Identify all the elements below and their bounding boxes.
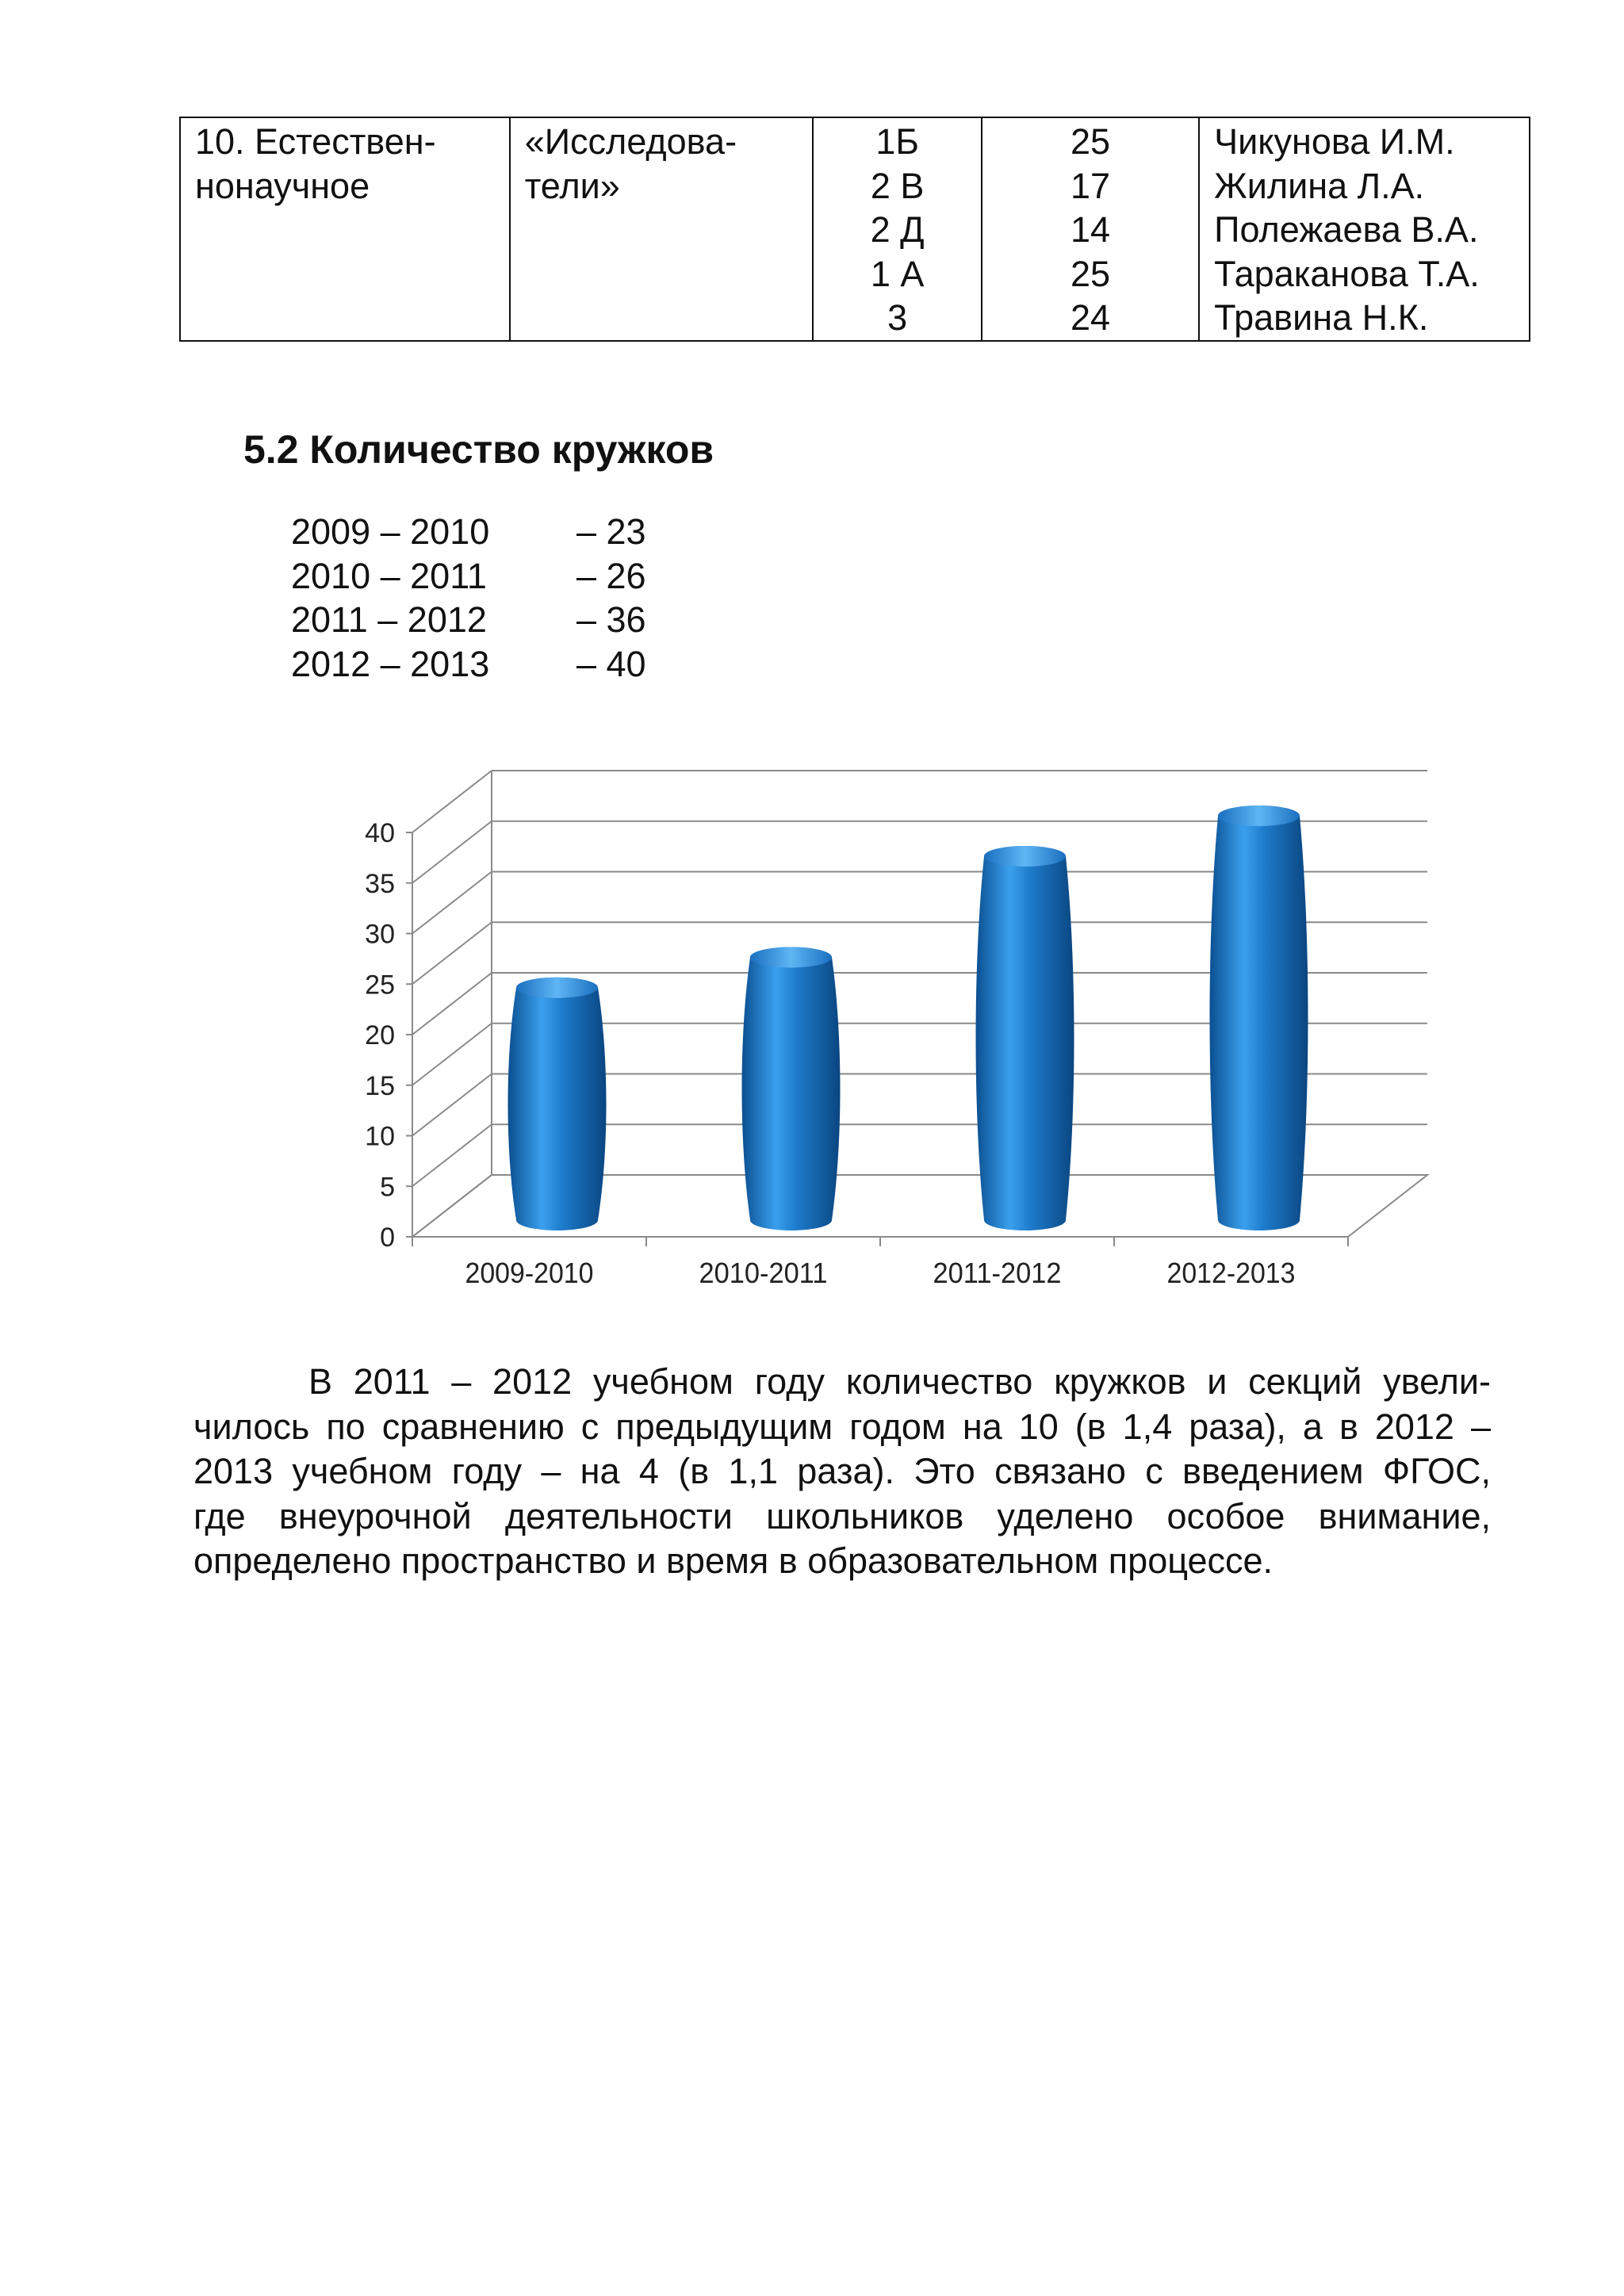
gridline-diagonal bbox=[412, 973, 492, 1035]
y-tick-label: 20 bbox=[365, 1020, 395, 1050]
paragraph-line: где внеурочной деятельности школьников уделено особое внимание, bbox=[193, 1495, 1491, 1536]
student-count-cell: 25 17 14 25 24 bbox=[982, 117, 1199, 341]
list-item-value: – 23 bbox=[576, 511, 646, 552]
list-item-year: 2009 – 2010 bbox=[291, 511, 490, 552]
y-tick-label: 30 bbox=[365, 919, 395, 950]
list-item bbox=[291, 554, 646, 599]
y-tick-label: 40 bbox=[365, 818, 395, 848]
paragraph-line: В 2011 – 2012 учебном году количество кружков и секций увели- bbox=[308, 1361, 1491, 1402]
gridline-diagonal bbox=[412, 1124, 492, 1186]
list-item-year: 2012 – 2013 bbox=[291, 643, 490, 684]
bar-top-2010-2011 bbox=[750, 947, 832, 968]
gridline-diagonal bbox=[412, 872, 492, 934]
x-tick-label: 2009-2010 bbox=[465, 1257, 594, 1289]
y-tick-label: 15 bbox=[365, 1070, 395, 1101]
paragraph-line: определено пространство и время в образовательном процессе. bbox=[193, 1540, 1274, 1581]
paragraph-line: 2013 учебном году – на 4 (в 1,1 раза). Это связано с введением ФГОС, bbox=[193, 1451, 1491, 1491]
list-item bbox=[291, 598, 646, 642]
circle-counts-list bbox=[291, 510, 646, 686]
body-paragraph bbox=[193, 1360, 1491, 1584]
list-item-value: – 36 bbox=[576, 599, 646, 640]
list-item-value: – 40 bbox=[576, 643, 646, 684]
y-tick-label: 25 bbox=[365, 970, 395, 1001]
circle-name-cell: «Исследова- тели» bbox=[510, 117, 814, 341]
y-tick-label: 35 bbox=[365, 868, 395, 899]
bar-top-2009-2010 bbox=[516, 978, 598, 998]
bar-2010-2011 bbox=[742, 947, 841, 1231]
x-tick-label: 2012-2013 bbox=[1166, 1257, 1296, 1289]
gridline-diagonal bbox=[412, 1074, 492, 1136]
list-item bbox=[291, 642, 646, 687]
teachers-cell: Чикунова И.М. Жилина Л.А. Полежаева В.А. Тараканова Т.А. Травина Н.К. bbox=[1199, 117, 1530, 341]
gridline-diagonal bbox=[412, 922, 492, 984]
y-tick-label: 10 bbox=[365, 1121, 395, 1152]
circles-bar-chart bbox=[333, 757, 1459, 1312]
bar-2011-2012 bbox=[976, 846, 1074, 1230]
direction-cell: 10. Естествен- нонаучное bbox=[180, 117, 510, 341]
x-tick-label: 2010-2011 bbox=[699, 1257, 828, 1289]
table-row bbox=[180, 117, 1530, 341]
y-tick-label: 5 bbox=[380, 1172, 395, 1203]
x-tick-label: 2011-2012 bbox=[933, 1257, 1062, 1289]
gridline-diagonal bbox=[412, 821, 492, 883]
paragraph-line: чилось по сравнению с предыдущим годом на 10 (в 1,4 раза), а в 2012 – bbox=[193, 1406, 1491, 1447]
y-tick-label: 0 bbox=[380, 1223, 395, 1253]
circles-table bbox=[179, 117, 1530, 342]
gridline-diagonal bbox=[412, 1024, 492, 1085]
list-item-year: 2010 – 2011 bbox=[291, 555, 487, 596]
gridline-diagonal bbox=[412, 771, 492, 832]
list-item-year: 2011 – 2012 bbox=[291, 599, 487, 640]
classes-cell: 1Б 2 В 2 Д 1 А 3 bbox=[813, 117, 982, 341]
bar-2012-2013 bbox=[1210, 806, 1308, 1230]
list-item-value: – 26 bbox=[576, 555, 646, 596]
bar-top-2011-2012 bbox=[984, 846, 1066, 867]
section-heading: 5.2 Количество кружков bbox=[243, 427, 714, 472]
bar-2009-2010 bbox=[508, 978, 607, 1230]
bar-top-2012-2013 bbox=[1218, 806, 1300, 826]
list-item bbox=[291, 510, 646, 554]
